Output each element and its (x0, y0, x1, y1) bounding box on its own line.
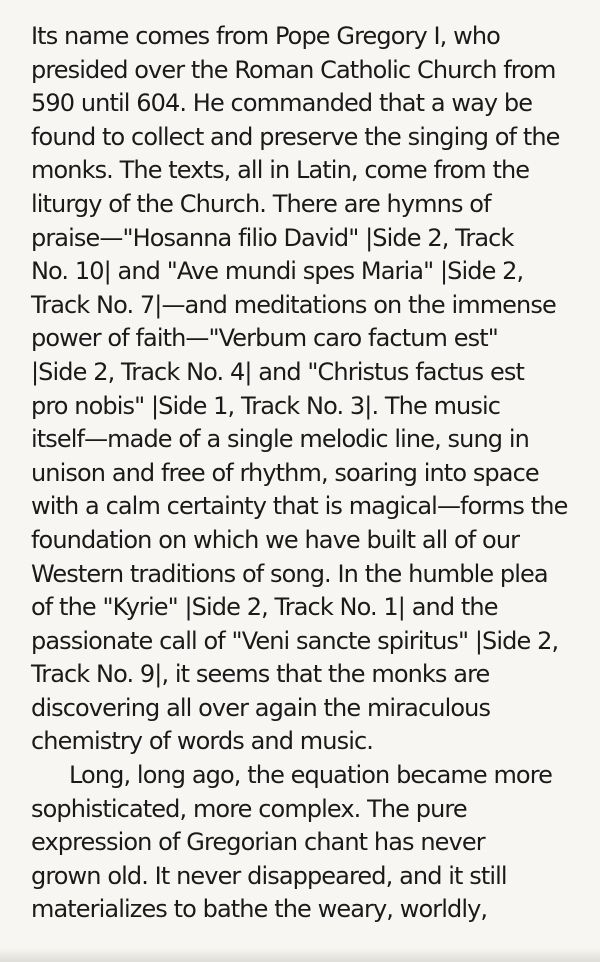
text-line: Its name comes from Pope Gregory I, who (31, 22, 500, 50)
text-line: Track No. 7|—and meditations on the immense (31, 290, 556, 319)
text-line: power of faith—"Verbum caro factum est" (31, 324, 498, 353)
text-line: Long, long ago, the equation became more (69, 761, 553, 790)
paragraph-1 (31, 20, 590, 759)
text-line: materializes to bathe the weary, worldly, (31, 895, 488, 924)
text-line: itself—made of a single melodic line, sung in (31, 425, 529, 454)
text-line: Track No. 9|, it seems that the monks are (31, 660, 490, 689)
text-line: chemistry of words and music. (31, 727, 373, 756)
text-line: No. 10| and "Ave mundi spes Maria" |Side 2, (31, 257, 524, 286)
text-line: unison and free of rhythm, soaring into space (31, 458, 539, 487)
text-line: with a calm certainty that is magical—forms the (31, 492, 568, 521)
text-line: liturgy of the Church. There are hymns of (31, 189, 491, 218)
text-line: |Side 2, Track No. 4| and "Christus factus est (31, 357, 524, 386)
text-line: presided over the Roman Catholic Church from (31, 55, 556, 84)
text-line: of the "Kyrie" |Side 2, Track No. 1| and the (31, 593, 498, 622)
paragraph-2 (31, 759, 590, 927)
text-line: grown old. It never disappeared, and it still (31, 861, 507, 890)
text-line: foundation on which we have built all of our (31, 525, 520, 554)
text-line: monks. The texts, all in Latin, come from the (31, 156, 530, 185)
text-line: passionate call of "Veni sancte spiritus" |Side 2, (31, 626, 559, 655)
text-line: found to collect and preserve the singing of the (31, 122, 560, 151)
text-line: pro nobis" |Side 1, Track No. 3|. The music (31, 391, 501, 420)
text-line: 590 until 604. He commanded that a way be (31, 89, 533, 118)
page-bottom-edge (0, 948, 600, 962)
text-line: Western traditions of song. In the humble plea (31, 559, 548, 588)
text-line: praise—"Hosanna filio David" |Side 2, Track (31, 223, 514, 252)
text-line: expression of Gregorian chant has never (31, 828, 485, 857)
text-line: sophisticated, more complex. The pure (31, 794, 467, 823)
text-line: discovering all over again the miraculous (31, 693, 491, 722)
